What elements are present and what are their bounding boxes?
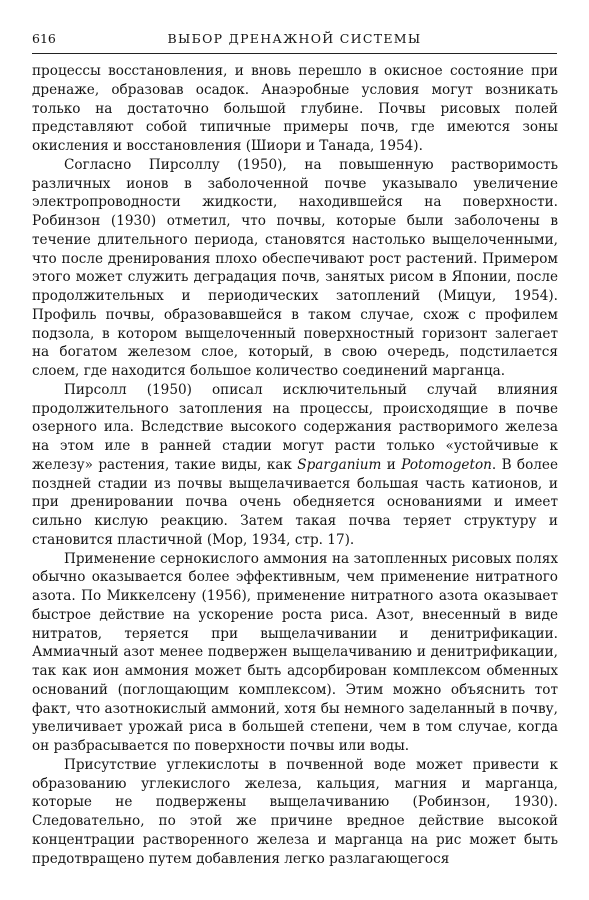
paragraph-2: Согласно Пирсоллу (1950), на повышенную растворимость различных ионов в заболоченной почве указывало увеличение электропроводности жидкости, находившейся на поверхности. Робинзон (1930) отметил, что почвы, которые были заболочены в течение длительного периода, становятся настолько выщелоченными, что после дренирования плохо обеспечивают рост растений. Примером этого может служить деградация почв, занятых рисом в Японии, после продолжительных и периодических затоплений (Мицуи, 1954). Профиль почвы, образовавшейся в таком случае, схож с профилем подзола, в котором выщелоченный поверхностный горизонт залегает на богатом железом слое, который, в свою очередь, подстилается слоем, где находится большое количество соединений марганца. xyxy=(32,156,558,379)
body-text xyxy=(32,62,558,868)
paragraph-3-text-middle: и xyxy=(381,456,402,473)
paragraph-4: Применение сернокислого аммония на затопленных рисовых полях обычно оказывается более эффективным, чем применение нитратного азота. По Миккелсену (1956), применение нитратного азота оказывает быстрое действие на ускорение роста риса. Азот, внесенный в виде нитратов, теряется при выщелачивании и денитрификации. Аммиачный азот менее подвержен выщелачиванию и денитрификации, так как ион аммония может быть адсорбирован комплексом обменных оснований (поглощающим комплексом). Этим можно объяснить тот факт, что азотнокислый аммоний, хотя бы немного заделанный в почву, увеличивает урожай риса в большей степени, чем в том случае, когда он разбрасывается по поверхности почвы или воды. xyxy=(32,550,558,754)
paragraph-1: процессы восстановления, и вновь перешло в окисное состояние при дренаже, образовав осадок. Анаэробные условия могут возникать только на достаточно большой глубине. Почвы рисовых полей представляют собой типичные примеры почв, где имеются зоны окисления и восстановления (Шиори и Танада, 1954). xyxy=(32,63,558,154)
latin-name-sparganium: Sparganium xyxy=(297,456,382,473)
paragraph-3-text-after: . В более поздней стадии из почвы выщелачивается большая часть катионов, и при дренировании почва очень обедняется основаниями и имеет сильно кислую реакцию. Затем такая почва теряет структуру и становится пластичной (Мор, 1934, стр. 17). xyxy=(32,456,559,548)
paragraph-5: Присутствие углекислоты в почвенной воде может привести к образованию углекислого железа, кальция, магния и марганца, которые не подвержены выщелачиванию (Робинзон, 1930). Следовательно, по этой же причине вредное действие высокой концентрации растворенного железа и марганца на рис может быть предотвращено путем добавления легко разлагающегося xyxy=(32,756,558,867)
paragraph-3 xyxy=(32,381,558,550)
header-rule xyxy=(32,53,557,54)
latin-name-potomogeton: Potomogeton xyxy=(401,456,492,473)
page-number: 616 xyxy=(32,31,56,46)
running-title: ВЫБОР ДРЕНАЖНОЙ СИСТЕМЫ xyxy=(167,31,422,46)
running-head xyxy=(32,30,557,48)
paragraph-3-text-before: Пирсолл (1950) описал исключительный случай влияния продолжительного затопления на процессы, происходящие в почве озерного ила. Вследствие высокого содержания растворимого железа на этом иле в ранней стадии могут расти только «устойчивые к железу» растения, такие виды, как xyxy=(32,381,558,473)
